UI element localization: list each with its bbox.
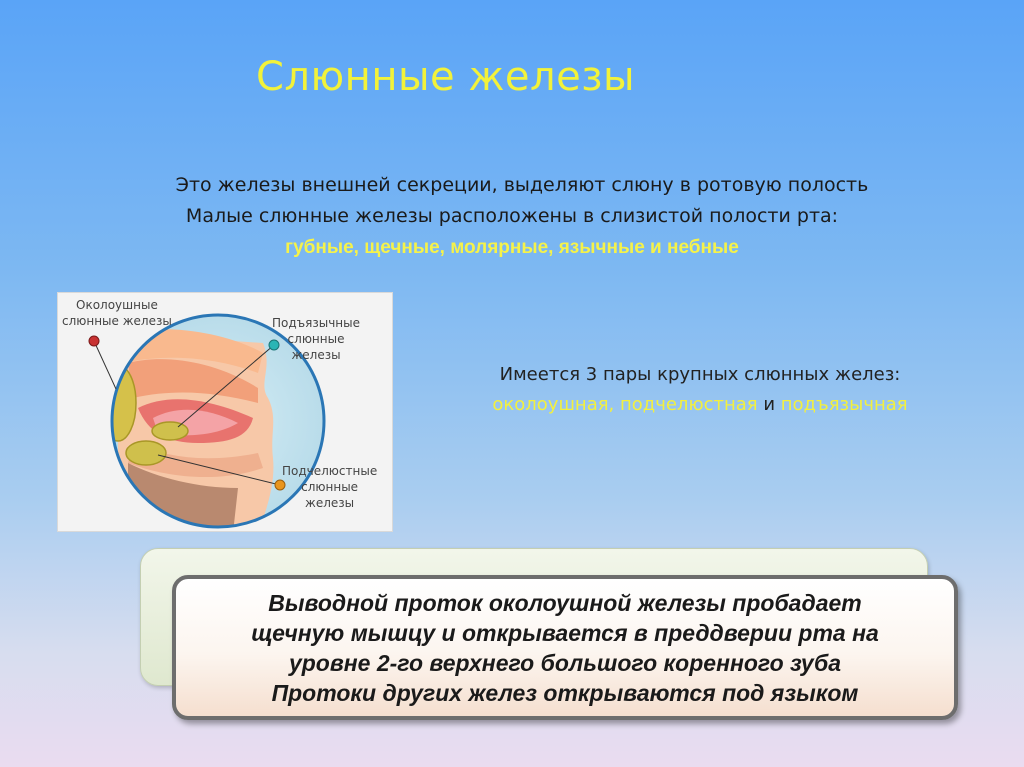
callout-line-4: Протоки других желез открываются под языком [271,679,859,706]
sublingual-label-line-1: Подъязычные [272,316,361,330]
intro-text [0,170,1024,263]
major-glands-text [440,360,960,420]
intro-line-2: Малые слюнные железы расположены в слизистой полости рта: [185,205,839,227]
sublingual-label-line-3: железы [291,348,341,362]
major-glands-part-2: подъязычная [780,394,908,415]
major-glands-intro: Имеется 3 пары крупных слюнных желез: [499,364,901,385]
submandibular-label-line-1: Подчелюстные [282,464,378,478]
sublingual-gland-shape [152,422,188,440]
parotid-label [62,297,172,329]
minor-glands-list: губные, щечные, молярные, язычные и небные [285,237,739,258]
parotid-gland-shape [100,365,136,441]
parotid-pointer-line [94,341,116,389]
submandibular-label [282,463,377,511]
callout-line-2: щечную мышцу и открывается в преддверии рта на [251,619,879,646]
submandibular-label-line-2: слюнные [301,480,359,494]
callout-line-1: Выводной проток околоушной железы пробадает [268,589,862,616]
submandibular-label-line-3: железы [305,496,355,510]
salivary-glands-illustration [57,292,393,532]
major-glands-part-1: околоушная, подчелюстная [492,394,758,415]
parotid-marker [89,336,99,346]
sublingual-label-line-2: слюнные [287,332,345,346]
callout-line-3: уровне 2-го верхнего большого коренного зуба [288,649,842,676]
submandibular-gland-shape [126,441,166,465]
slide-title: Слюнные железы [256,54,636,100]
sublingual-label [272,315,360,363]
major-glands-list [440,390,960,420]
parotid-label-line-2: слюнные железы [62,314,172,328]
intro-line-1: Это железы внешней секреции, выделяют слюну в ротовую полость [175,174,869,196]
major-glands-conjunction: и [757,394,781,415]
parotid-label-line-1: Околоушные [76,298,158,312]
duct-info-callout [172,575,958,720]
